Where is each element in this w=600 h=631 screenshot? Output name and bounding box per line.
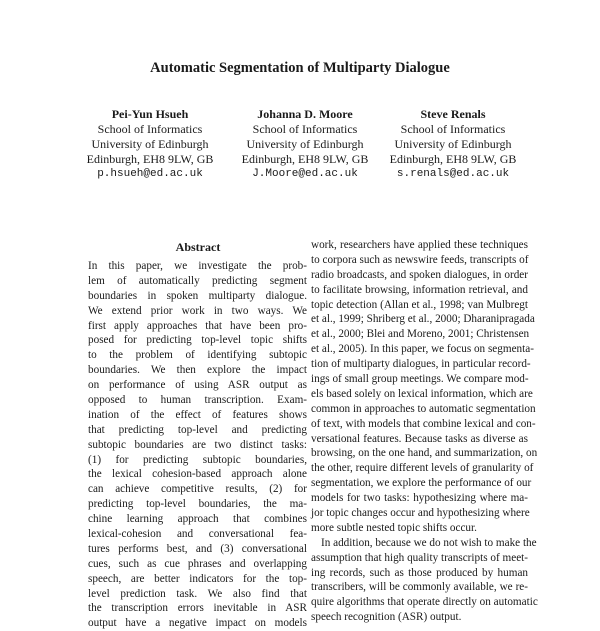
text-line: ing records, such as those produced by human <box>311 566 528 579</box>
text-line: predicting top-level boundaries, the ma- <box>88 498 307 511</box>
text-line: on performance of using ASR output as <box>88 379 307 392</box>
text-line: assumption that high quality transcripts of meet- <box>311 551 528 564</box>
text-line: models for two tasks: hypothesizing where ma- <box>311 492 528 505</box>
intro-column <box>311 238 538 625</box>
author-block <box>220 107 390 182</box>
author-department: School of Informatics <box>97 122 203 136</box>
text-line: boundaries. We then explore the impact <box>88 364 307 377</box>
text-line: boundaries in spoken multiparty dialogue. <box>88 289 307 302</box>
text-line: In addition, because we do not wish to make the <box>321 536 537 549</box>
text-line: topic detection (Allan et al., 1998; van Mulbregt <box>311 298 528 311</box>
author-name: Johanna D. Moore <box>257 107 353 121</box>
author-name: Pei-Yun Hsueh <box>111 107 189 121</box>
text-line: output have a negative impact on models <box>88 617 307 630</box>
author-university: University of Edinburgh <box>91 137 209 151</box>
text-line: tion of multiparty dialogues, in particular record- <box>311 358 531 371</box>
text-line: versational features. Because tasks as diverse as <box>311 432 528 445</box>
text-line: transcribers, will be commonly available, we re- <box>311 581 528 594</box>
text-line: In this paper, we investigate the prob- <box>88 260 307 272</box>
text-line: radio broadcasts, and spoken dialogues, in order <box>311 268 528 281</box>
text-line: the lexical cohesion-based approach alone <box>88 468 307 481</box>
text-line: et al., 2005). In this paper, we focus on segmenta- <box>311 343 534 356</box>
author-address: Edinburgh, EH8 9LW, GB <box>86 152 214 166</box>
text-line: speech recognition (ASR) output. <box>311 611 462 624</box>
text-line: segmentation, we explore the performance of our <box>311 477 532 490</box>
text-line: cues, such as cue phrases and overlapping <box>88 557 307 570</box>
author-address: Edinburgh, EH8 9LW, GB <box>241 152 369 166</box>
text-line: that predicting top-level and predicting <box>88 423 307 436</box>
author-department: School of Informatics <box>400 122 506 136</box>
text-line: lexical-cohesion and conversational fea- <box>88 528 307 541</box>
text-line: subtopic boundaries are two distinct tasks: <box>88 438 307 451</box>
author-block <box>65 107 235 182</box>
text-line: lem of automatically predicting segment <box>88 274 307 287</box>
author-name: Steve Renals <box>420 107 486 121</box>
text-line: posed for predicting top-level topic shifts <box>88 334 307 347</box>
author-university: University of Edinburgh <box>246 137 364 151</box>
text-line: to corpora such as newswire feeds, transcripts of <box>311 253 529 266</box>
author-block <box>368 107 538 182</box>
abstract-heading: Abstract <box>175 240 221 254</box>
text-line: to facilitate browsing, information retrieval, and <box>311 283 528 296</box>
text-line: browsing, on the one hand, and summarization, on <box>311 447 538 460</box>
text-line: quire algorithms that operate directly on automatic <box>311 596 538 609</box>
text-line: We extend prior work in two ways. We <box>88 304 307 317</box>
text-line: els based solely on lexical information, which are <box>311 387 533 400</box>
text-line: to the problem of identifying subtopic <box>88 349 307 362</box>
text-line: jor topic changes occur and hypothesizing where <box>311 507 530 520</box>
intro-paragraph <box>311 238 538 536</box>
author-email: p.hsueh@ed.ac.uk <box>97 168 203 180</box>
text-line: more subtle nested topic shifts occur. <box>311 521 477 534</box>
intro-paragraph <box>311 536 538 625</box>
text-line: opposed to human transcription. Exam- <box>88 394 307 407</box>
text-line: tures performs best, and (3) conversational <box>88 542 307 555</box>
text-line: chine learning approach that combines <box>88 513 307 526</box>
text-line: can achieve competitive results, (2) for <box>88 483 307 496</box>
text-line: (1) for predicting subtopic boundaries, <box>88 453 307 466</box>
text-line: the transcription errors inevitable in ASR <box>88 602 307 615</box>
text-line: the other, require different levels of granularity of <box>311 462 534 475</box>
text-line: common in approaches to automatic segmentation <box>311 402 536 415</box>
text-line: et al., 2000; Blei and Moreno, 2001; Christensen <box>311 328 530 341</box>
text-line: et al., 1999; Shriberg et al., 2000; Dharanipragada <box>311 313 535 326</box>
abstract-body <box>88 259 307 631</box>
text-line: speech, are better indicators for the top- <box>88 572 307 585</box>
text-line: ination of the effect of features shows <box>88 408 307 421</box>
text-line: work, researchers have applied these techniques <box>311 239 528 251</box>
author-email: J.Moore@ed.ac.uk <box>252 168 358 180</box>
paper-title: Automatic Segmentation of Multiparty Dialogue <box>150 60 450 76</box>
text-line: ings of small group meetings. We compare mod- <box>311 373 529 386</box>
author-address: Edinburgh, EH8 9LW, GB <box>389 152 517 166</box>
author-department: School of Informatics <box>252 122 358 136</box>
text-line: of text, with models that combine lexical and con- <box>311 417 536 430</box>
text-line: level prediction task. We also find that <box>88 587 307 600</box>
text-line: first apply approaches that have been pro- <box>88 319 307 332</box>
author-email: s.renals@ed.ac.uk <box>396 168 510 180</box>
author-university: University of Edinburgh <box>394 137 512 151</box>
